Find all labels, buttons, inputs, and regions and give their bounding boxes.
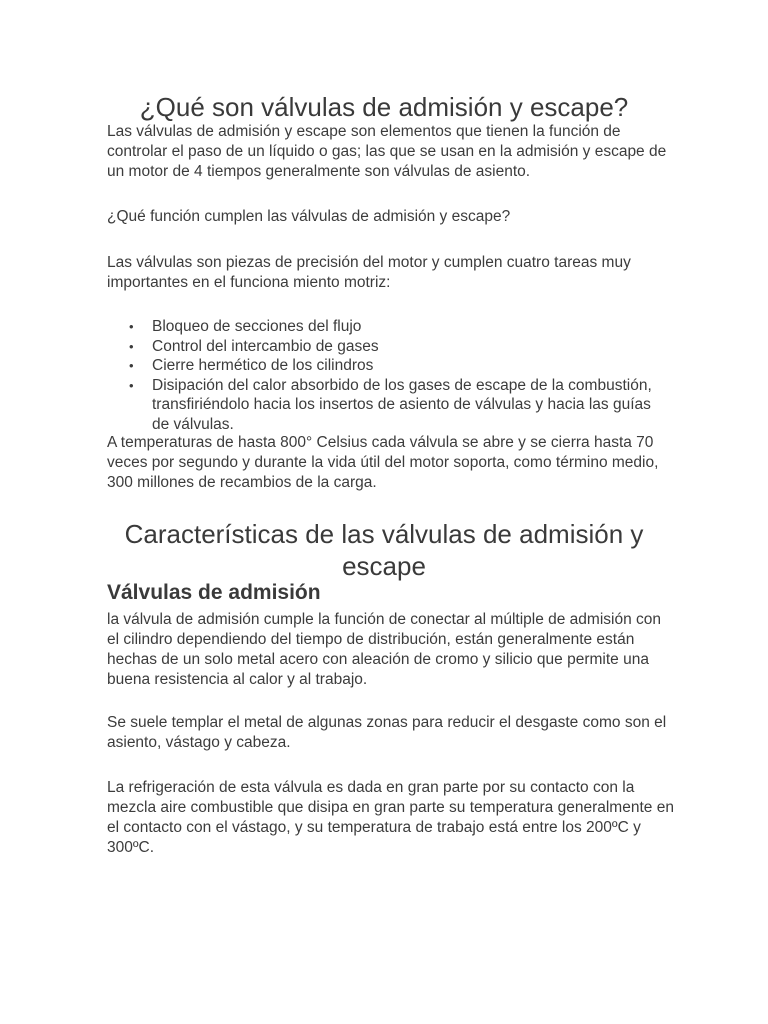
list-item xyxy=(107,356,667,376)
page-title: ¿Qué son válvulas de admisión y escape? xyxy=(139,92,629,122)
list-item-text: Control del intercambio de gases xyxy=(152,337,379,355)
list-item xyxy=(107,317,667,337)
list-item xyxy=(107,376,667,435)
subsection-title: Válvulas de admisión xyxy=(107,581,321,604)
list-item-text: Disipación del calor absorbido de los gases de escape de la combustión, transfiriéndolo hacia los insertos de asiento de válvulas y hacia las guías de válvulas. xyxy=(152,376,652,433)
temperature-paragraph: A temperaturas de hasta 800° Celsius cada válvula se abre y se cierra hasta 70 veces por segundo y durante la vida útil del motor soporta, como término medio, 300 millones de recambios de la carga. xyxy=(107,434,659,491)
list-item-text: Cierre hermético de los cilindros xyxy=(152,357,374,374)
question-paragraph: ¿Qué función cumplen las válvulas de admisión y escape? xyxy=(107,208,511,225)
list-item-text: Bloqueo de secciones del flujo xyxy=(152,318,362,335)
bullet-icon: • xyxy=(129,358,134,373)
admission-paragraph-3: La refrigeración de esta válvula es dada en gran parte por su contacto con la mezcla aire combustible que disipa en gran parte su temperatura generalmente en el contacto con el vástago, y su temperatura de trabajo está entre los 200ºC y 300ºC. xyxy=(107,779,674,856)
bullet-icon: • xyxy=(129,319,134,334)
intro-paragraph: Las válvulas de admisión y escape son elementos que tienen la función de controlar el paso de un líquido o gas; las que se usan en la admisión y escape de un motor de 4 tiempos generalmente son válvulas de asiento. xyxy=(107,123,667,180)
section-title: Características de las válvulas de admisión y escape xyxy=(124,519,644,581)
bullet-icon: • xyxy=(129,377,134,393)
bullet-icon: • xyxy=(129,338,134,354)
admission-paragraph-2: Se suele templar el metal de algunas zonas para reducir el desgaste como son el asiento, vástago y cabeza. xyxy=(107,714,667,751)
functions-list xyxy=(107,317,667,434)
admission-paragraph-1: la válvula de admisión cumple la función de conectar al múltiple de admisión con el cilindro dependiendo del tiempo de distribución, están generalmente están hechas de un solo metal acero con aleación de cromo y silicio que permite una buena resistencia al calor y al trabajo. xyxy=(107,611,662,688)
list-item xyxy=(107,337,667,357)
functions-intro-paragraph: Las válvulas son piezas de precisión del motor y cumplen cuatro tareas muy importantes en el funciona miento motriz: xyxy=(107,254,631,291)
